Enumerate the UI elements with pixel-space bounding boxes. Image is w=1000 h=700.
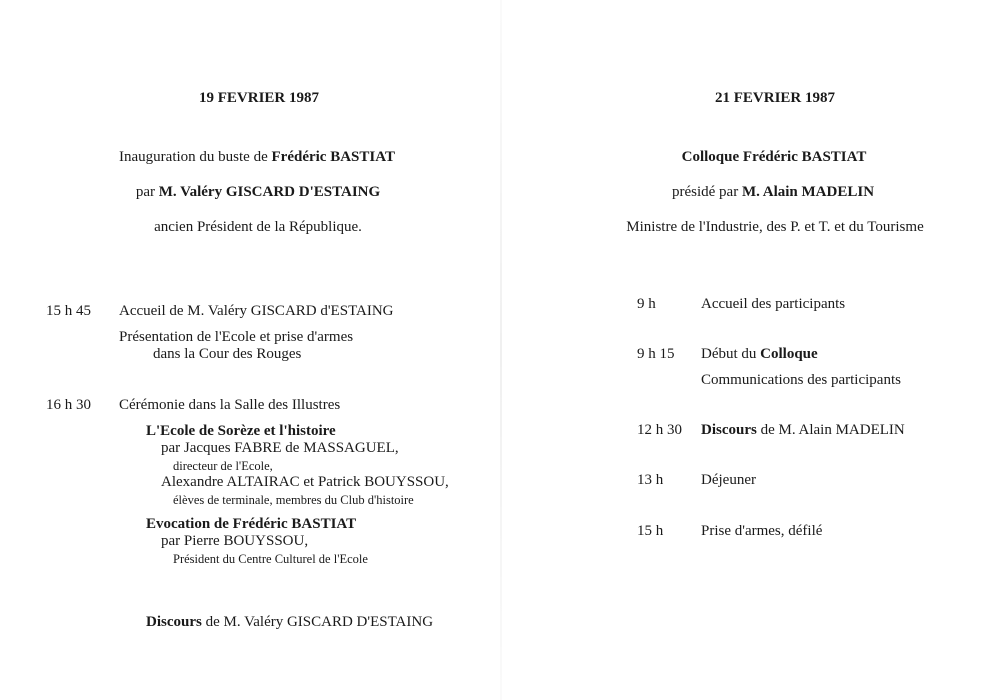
right-event-2 [701, 346, 818, 363]
left-intro-line1-bold: Frédéric BASTIAT [271, 149, 395, 165]
left-event-2-sub2-title-a: Evocation de Frédéric [146, 516, 288, 532]
left-intro-line3: ancien Président de la République. [154, 219, 362, 235]
left-event-1-line2: Présentation de l'Ecole et prise d'armes [119, 329, 354, 345]
left-event-2-line1: Cérémonie dans la Salle des Illustres [119, 397, 341, 413]
right-event-3-bold: Discours [701, 422, 757, 438]
page-fold [500, 0, 502, 700]
right-event-2-text: Début du [701, 346, 761, 362]
left-intro-line1 [119, 149, 395, 166]
right-time-3: 12 h 30 [637, 422, 682, 438]
left-event-2-sub2-title-b: BASTIAT [291, 516, 357, 532]
left-time-2: 16 h 30 [46, 397, 91, 413]
right-event-4: Déjeuner [701, 472, 756, 488]
left-event-1-line3: dans la Cour des Rouges [153, 346, 302, 362]
left-event-2-sub2-title [146, 516, 356, 533]
left-event-2-sub1-role: directeur de l'Ecole, [173, 459, 273, 473]
right-event-3-text: de M. Alain MADELIN [756, 422, 905, 438]
right-event-2-sub: Communications des participants [701, 372, 901, 388]
right-intro-line2-text: présidé par [671, 184, 739, 200]
left-event-2-sub1-others: Alexandre ALTAIRAC et Patrick BOUYSSOU, [161, 474, 449, 490]
left-intro-line2-text: par [135, 184, 155, 200]
left-event-1-line1: Accueil de M. Valéry GISCARD d'ESTAING [119, 303, 394, 319]
left-date: 19 FEVRIER 1987 [198, 90, 320, 106]
left-event-2-sub1-title: L'Ecole de Sorèze et l'histoire [146, 423, 336, 439]
left-event-2-sub1-others-role: élèves de terminale, membres du Club d'histoire [173, 493, 414, 507]
right-event-3 [701, 422, 905, 439]
left-final-discours-text: de M. Valéry GISCARD D'ESTAING [205, 614, 434, 630]
left-intro-line1-text: Inauguration du buste de [119, 149, 268, 165]
left-final-discours [146, 614, 433, 631]
right-intro-line1: Colloque Frédéric BASTIAT [681, 149, 867, 165]
left-event-2-sub1-by: par Jacques FABRE de MASSAGUEL, [161, 440, 399, 456]
right-time-4: 13 h [637, 472, 664, 488]
right-date: 21 FEVRIER 1987 [714, 90, 836, 106]
right-intro-line3: Ministre de l'Industrie, des P. et T. et du Tourisme [626, 219, 924, 235]
right-time-2: 9 h 15 [637, 346, 675, 362]
left-event-2-sub2-role: Président du Centre Culturel de l'Ecole [173, 552, 368, 566]
right-intro-line2-bold: M. Alain MADELIN [741, 184, 875, 200]
left-final-discours-bold: Discours [146, 614, 202, 630]
right-time-1: 9 h [637, 296, 656, 312]
left-intro-line2-bold: M. Valéry GISCARD D'ESTAING [158, 184, 381, 200]
right-intro-line2 [672, 184, 874, 201]
right-event-5: Prise d'armes, défilé [701, 523, 823, 539]
right-event-2-bold: Colloque [760, 346, 818, 362]
right-event-1: Accueil des participants [701, 296, 846, 312]
left-intro-line2 [136, 184, 380, 201]
right-time-5: 15 h [637, 523, 664, 539]
left-event-2-sub2-by: par Pierre BOUYSSOU, [161, 533, 309, 549]
left-time-1: 15 h 45 [46, 303, 91, 319]
